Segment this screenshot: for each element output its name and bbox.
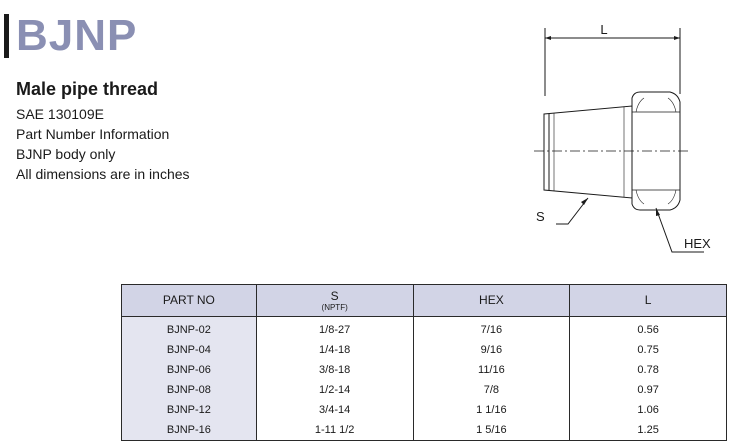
cell-l: 0.78: [570, 360, 727, 380]
cell-l: 1.25: [570, 420, 727, 441]
table-row: [122, 380, 727, 400]
cell-part-no: BJNP-02: [122, 317, 257, 341]
cell-part-no: BJNP-08: [122, 380, 257, 400]
info-line-standard: SAE 130109E: [16, 106, 104, 122]
cell-hex: 7/16: [413, 317, 570, 341]
title-accent-bar: [4, 14, 9, 58]
column-subheader-nptf: (NPTF): [321, 302, 348, 312]
cell-part-no: BJNP-16: [122, 420, 257, 441]
page-subtitle: Male pipe thread: [16, 79, 159, 99]
cell-hex: 7/8: [413, 380, 570, 400]
cell-hex: 11/16: [413, 360, 570, 380]
table-row: [122, 317, 727, 341]
cell-hex: 1 1/16: [413, 400, 570, 420]
table-header-row: [122, 285, 727, 317]
column-header-hex: HEX: [413, 285, 570, 317]
cell-hex: 1 5/16: [413, 420, 570, 441]
cell-part-no: BJNP-04: [122, 340, 257, 360]
cell-s: 1/8-27: [256, 317, 413, 341]
label-s: S: [536, 209, 545, 224]
column-header-part-no: PART NO: [122, 285, 257, 317]
label-l: L: [600, 22, 608, 37]
cell-part-no: BJNP-12: [122, 400, 257, 420]
table-row: [122, 400, 727, 420]
cell-l: 1.06: [570, 400, 727, 420]
cell-s: 3/8-18: [256, 360, 413, 380]
info-block: [16, 104, 190, 184]
cell-s: 1/4-18: [256, 340, 413, 360]
label-hex: HEX: [684, 236, 711, 251]
cell-s: 3/4-14: [256, 400, 413, 420]
cell-hex: 9/16: [413, 340, 570, 360]
info-line-part-info: Part Number Information: [16, 126, 170, 142]
cell-l: 0.56: [570, 317, 727, 341]
fitting-drawing: [520, 14, 720, 254]
thread-body: [544, 106, 632, 198]
table-row: [122, 360, 727, 380]
info-line-units: All dimensions are in inches: [16, 166, 190, 182]
cell-part-no: BJNP-06: [122, 360, 257, 380]
cell-l: 0.97: [570, 380, 727, 400]
column-header-s: S (NPTF): [256, 285, 413, 317]
dimension-table: [121, 284, 727, 441]
info-line-body: BJNP body only: [16, 146, 116, 162]
page-title: BJNP: [16, 11, 138, 60]
table-row: [122, 340, 727, 360]
cell-s: 1/2-14: [256, 380, 413, 400]
column-header-l: L: [570, 285, 727, 317]
table-row: [122, 420, 727, 441]
cell-l: 0.75: [570, 340, 727, 360]
cell-s: 1-11 1/2: [256, 420, 413, 441]
